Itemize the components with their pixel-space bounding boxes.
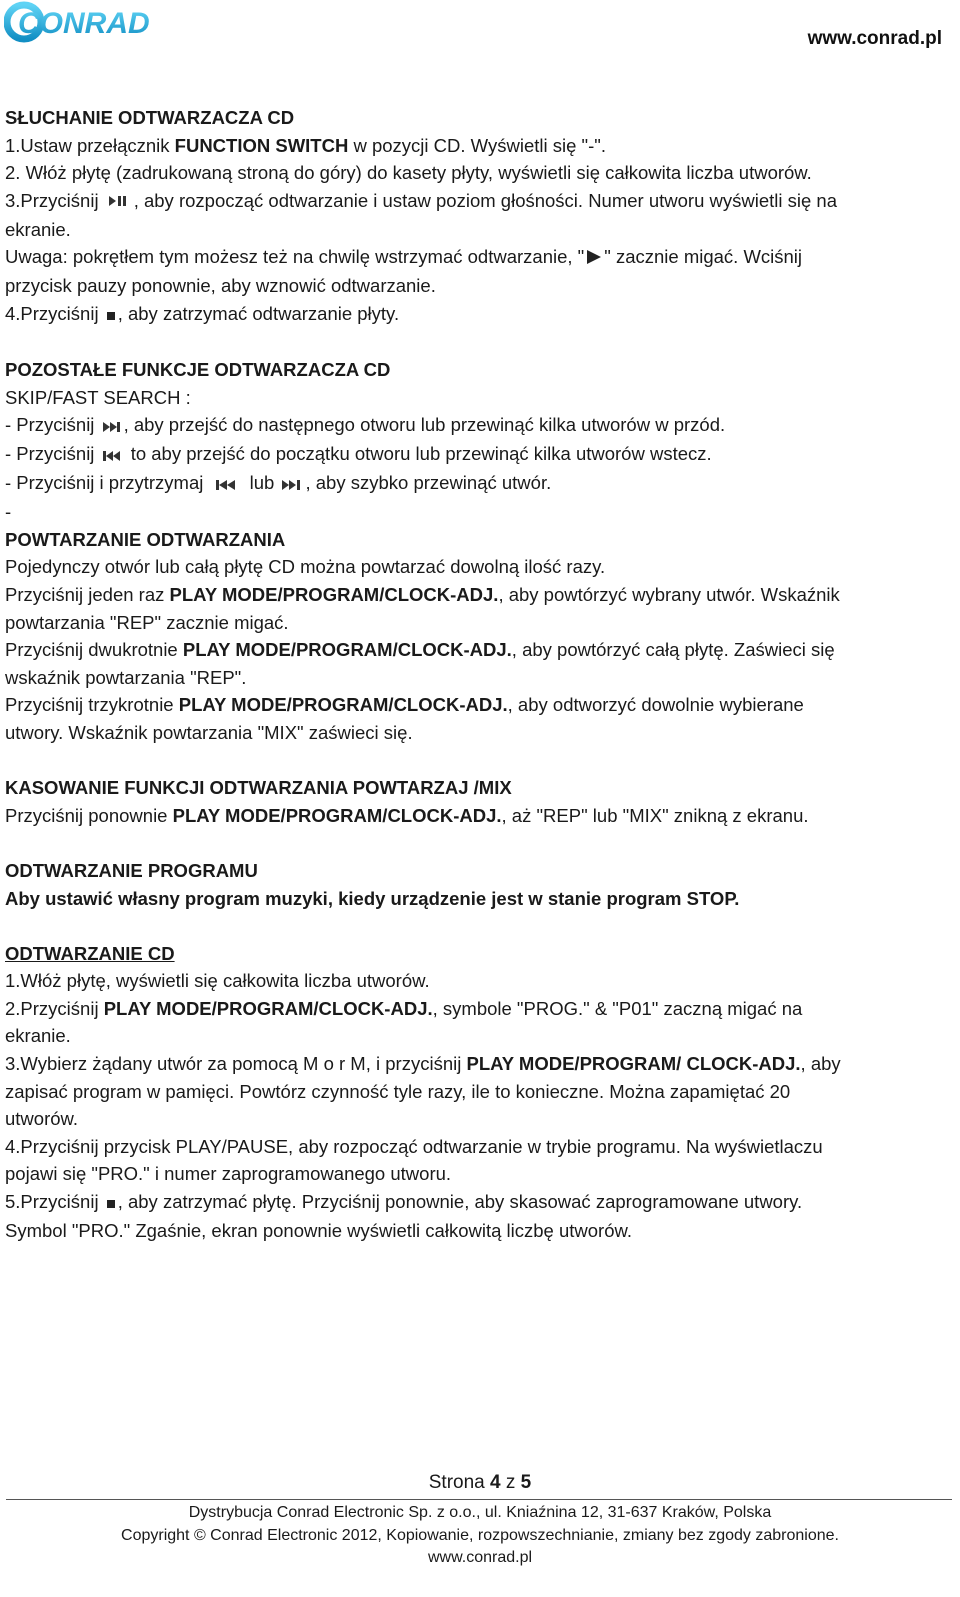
text: - Przyciśnij	[5, 443, 100, 465]
repeat-line-5: wskaźnik powtarzania "REP".	[5, 666, 247, 688]
section-title-other: POZOSTAŁE FUNKCJE ODTWARZACZA CD	[5, 359, 391, 381]
repeat-line-2	[5, 581, 950, 609]
conrad-logo	[4, 0, 164, 48]
text: , aby rozpocząć odtwarzanie i ustaw poziom głośności. Numer utworu wyświetli się na	[133, 189, 838, 211]
cd-line-6: utworów.	[5, 1108, 79, 1130]
text: Przyciśnij trzykrotnie	[5, 694, 179, 716]
text: , symbole "PROG." & "P01" zaczną migać na	[432, 997, 803, 1019]
cd-line-10: Symbol "PRO." Zgaśnie, ekran ponownie wyświetli całkowitą liczbę utworów.	[5, 1219, 632, 1241]
repeat-line-3: powtarzania "REP" zacznie migać.	[5, 611, 289, 633]
footer-line-1: Dystrybucja Conrad Electronic Sp. z o.o., ul. Kniaźnina 12, 31-637 Kraków, Polska	[188, 1504, 772, 1521]
cd-step-4: 4.Przyciśnij przycisk PLAY/PAUSE, aby rozpocząć odtwarzanie w trybie programu. Na wyświetlaczu	[5, 1135, 823, 1157]
cd-line-8: pojawi się "PRO." i numer zaprogramowanego utworu.	[5, 1163, 452, 1185]
listen-note	[5, 243, 950, 272]
repeat-line-7: utwory. Wskaźnik powtarzania "MIX" zaświeci się.	[5, 721, 413, 743]
text: 1.Ustaw przełącznik	[5, 134, 175, 156]
cd-line-3: ekranie.	[5, 1025, 71, 1047]
text: , aby odtworzyć dowolnie wybierane	[507, 694, 804, 716]
text: M o r M	[303, 1053, 366, 1075]
document-body	[5, 104, 950, 1245]
repeat-line-1: Pojedynczy otwór lub całą płytę CD można powtarzać dowolną ilość razy.	[5, 556, 606, 578]
section-title-program: ODTWARZANIE PROGRAMU	[5, 859, 258, 881]
skip-forward-icon	[281, 471, 303, 499]
play-pause-icon	[108, 188, 130, 216]
page-prefix: Strona	[428, 1472, 491, 1493]
section-title-repeat: POWTARZANIE ODTWARZANIA	[5, 528, 286, 550]
cancel-line-1	[5, 802, 950, 830]
text: Przyciśnij ponownie	[5, 804, 173, 826]
listen-step-4	[5, 300, 950, 329]
skip-line-3	[5, 469, 950, 498]
logo-text: CONRAD	[18, 7, 150, 40]
cd-step-2	[5, 995, 950, 1023]
text: to aby przejść do początku otworu lub przewinąć kilka utworów wstecz.	[125, 443, 712, 465]
page-sep: z	[500, 1472, 521, 1493]
text: , aby szybko przewinąć utwór.	[305, 472, 552, 494]
listen-step-3	[5, 187, 950, 216]
text: , i przyciśnij	[365, 1053, 467, 1075]
button-label: PLAY MODE/PROGRAM/CLOCK-ADJ.	[182, 639, 512, 661]
dash-line: -	[5, 501, 12, 523]
text: , aby powtórzyć wybrany utwór. Wskaźnik	[498, 583, 840, 605]
footer-website[interactable]: www.conrad.pl	[427, 1549, 533, 1566]
button-label: PLAY MODE/PROGRAM/CLOCK-ADJ.	[169, 583, 499, 605]
text: 3.Wybierz żądany utwór za pomocą	[5, 1053, 304, 1075]
skip-back-icon	[102, 442, 124, 470]
play-triangle-icon	[586, 245, 602, 273]
footer-text	[0, 1502, 960, 1570]
text: - Przyciśnij i przytrzymaj	[5, 472, 209, 494]
text: Uwaga: pokrętłem tym możesz też na chwilę wstrzymać odtwarzanie, "	[5, 246, 585, 268]
skip-subtitle: SKIP/FAST SEARCH :	[5, 386, 191, 408]
text: , aby zatrzymać odtwarzanie płyty.	[117, 302, 400, 324]
cd-step-5	[5, 1188, 950, 1217]
listen-line-4: ekranie.	[5, 218, 71, 240]
page-total: 5	[520, 1472, 532, 1493]
skip-line-1	[5, 411, 950, 440]
section-title-cancel: KASOWANIE FUNKCJI ODTWARZANIA POWTARZAJ /MIX	[5, 777, 512, 799]
text: 2.Przyciśnij	[5, 997, 104, 1019]
text: , aby	[800, 1053, 841, 1075]
text: w pozycji CD. Wyświetli się "-".	[348, 134, 606, 156]
skip-back-icon	[215, 471, 239, 499]
text: , aby przejść do następnego otworu lub przewinąć kilka utworów w przód.	[123, 414, 726, 436]
footer-line-2: Copyright © Conrad Electronic 2012, Kopiowanie, rozpowszechnianie, zmiany bez zgody zabronione.	[121, 1526, 839, 1544]
text: , aby zatrzymać płytę. Przyciśnij ponownie, aby skasować zaprogramowane utwory.	[117, 1191, 803, 1213]
skip-forward-icon	[102, 413, 122, 441]
repeat-line-4	[5, 636, 950, 664]
text: " zacznie migać. Wciśnij	[604, 246, 803, 268]
cd-step-3	[5, 1050, 950, 1078]
header-website[interactable]: www.conrad.pl	[807, 28, 942, 49]
skip-line-2	[5, 440, 950, 469]
stop-square-icon	[106, 1189, 116, 1217]
listen-line-6: przycisk pauzy ponownie, aby wznowić odtwarzanie.	[5, 275, 436, 297]
button-label: PLAY MODE/PROGRAM/CLOCK-ADJ.	[103, 997, 433, 1019]
text: 5.Przyciśnij	[5, 1191, 104, 1213]
button-label: PLAY MODE/PROGRAM/ CLOCK-ADJ.	[466, 1053, 801, 1075]
text: , aż "REP" lub "MIX" znikną z ekranu.	[501, 804, 809, 826]
text: lub	[244, 472, 280, 494]
section-title-listen: SŁUCHANIE ODTWARZACZA CD	[5, 107, 295, 128]
function-switch-label: FUNCTION SWITCH	[174, 134, 349, 156]
text: Przyciśnij dwukrotnie	[5, 639, 183, 661]
text: 4.Przyciśnij	[5, 302, 104, 324]
text: 3.Przyciśnij	[5, 189, 104, 211]
stop-square-icon	[106, 301, 116, 329]
button-label: PLAY MODE/PROGRAM/CLOCK-ADJ.	[178, 694, 508, 716]
cd-step-1: 1.Włóż płytę, wyświetli się całkowita liczba utworów.	[5, 970, 430, 992]
cd-line-5: zapisać program w pamięci. Powtórz czynność tyle razy, ile to konieczne. Można zapamiętać 20	[5, 1080, 791, 1102]
page-number	[0, 1472, 960, 1494]
listen-step-2: 2. Włóż płytę (zadrukowaną stroną do góry) do kasety płyty, wyświetli się całkowita liczba utworów.	[5, 162, 812, 184]
text: , aby powtórzyć całą płytę. Zaświeci się	[511, 639, 835, 661]
button-label: PLAY MODE/PROGRAM/CLOCK-ADJ.	[172, 804, 502, 826]
listen-step-1	[5, 132, 950, 160]
repeat-line-6	[5, 691, 950, 719]
page-current: 4	[490, 1472, 501, 1493]
footer-divider	[6, 1499, 952, 1500]
program-intro: Aby ustawić własny program muzyki, kiedy urządzenie jest w stanie program STOP.	[5, 887, 740, 909]
section-title-cd: ODTWARZANIE CD	[5, 942, 175, 964]
text: Przyciśnij jeden raz	[5, 583, 170, 605]
text: - Przyciśnij	[5, 414, 100, 436]
